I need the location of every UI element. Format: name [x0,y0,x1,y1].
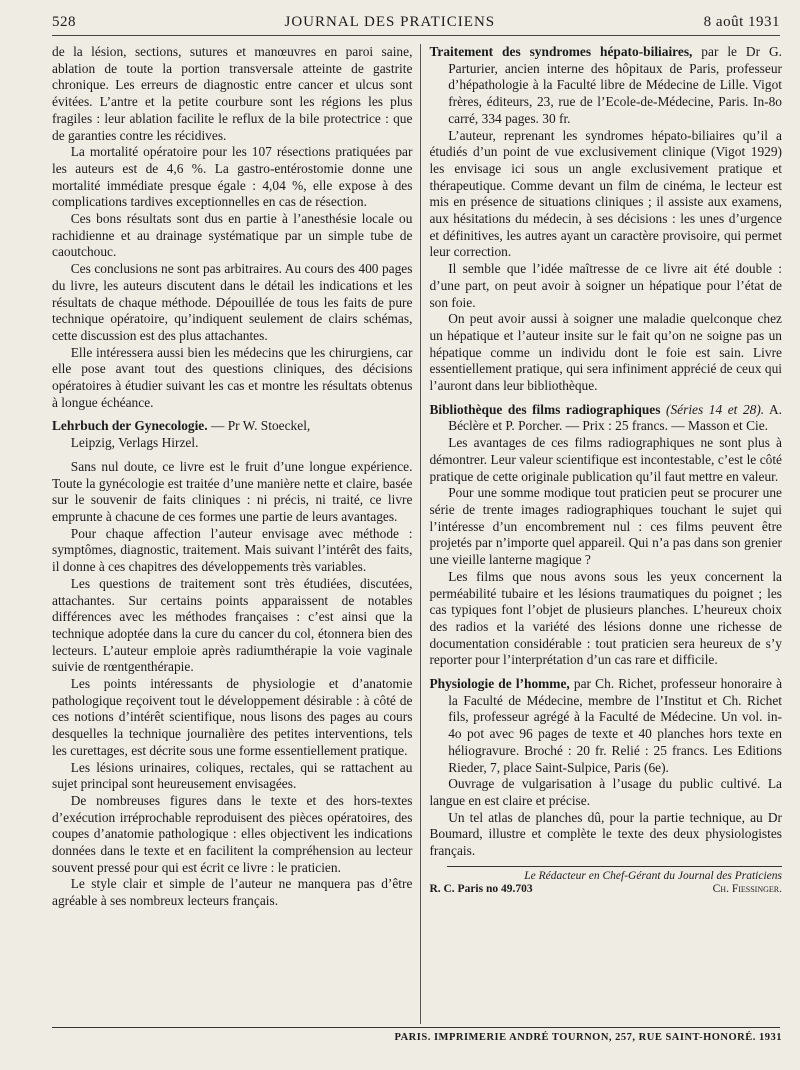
paragraph: Un tel atlas de planches dû, pour la partie technique, au Dr Boumard, illustre et complète le texte des deux physiologistes français. [429,809,782,859]
registry-number: R. C. Paris no 49.703 [429,882,533,895]
paragraph: Ces bons résultats sont dus en partie à l’anesthésie locale ou rachidienne et au drainage systématique par un simple tube de caoutchouc. [52,211,413,260]
page-header [52,14,780,36]
review-reference: par le Dr G. Parturier, ancien interne des hôpitaux de Paris, professeur d’hépathologie à la Faculté libre de Médecine de Lille. Vigot frères, éditeurs, 23, rue de l’Ecole-de-Médecine, Paris. In-8o carré, 334 pages. 30 fr. [448,44,782,126]
printer-divider [52,1027,780,1028]
review-series: (Séries 14 et 28). [660,401,765,417]
review-heading [429,44,782,128]
paragraph: De nombreuses figures dans le texte et des hors-textes d’exécution irréprochable reproduisent des pièces opératoires, des coupes d’anatomie pathologique : elles objectivent les indications données dans le texte et en facilitent la compréhension au lecteur souvent pressé pour qui est écrit ce livre : le praticien. [52,792,413,875]
review-title: Physiologie de l’homme, [429,676,570,692]
review-publisher: Leipzig, Verlags Hirzel. [70,435,199,451]
issue-date: 8 août 1931 [703,14,780,30]
page-number: 528 [52,14,76,30]
review-title: Traitement des syndromes hépato-biliaires, [429,44,693,59]
paragraph: On peut avoir aussi à soigner une maladie quelconque chez un hépatique et l’auteur insite sur le fait qu’on ne soigne pas un hépatique comme un individu dont le foie est sain. Livre essentiellement pratique, qui sera infiniment apprécié de ceux qui l’auront dans leur bibliothèque. [429,311,782,394]
paragraph: Ouvrage de vulgarisation à l’usage du public cultivé. La langue en est claire et précise. [429,776,782,808]
paragraph: Les avantages de ces films radiographiques ne sont plus à démontrer. Leur valeur scientifique est incontestable, c’est le côté pratique de cette originale publication qu’il faut mettre en valeur. [429,435,782,484]
footer-divider [447,866,782,867]
paragraph: Pour chaque affection l’auteur envisage avec méthode : symptômes, diagnostic, traitement. Mais suivant l’intérêt des faits, il donne à ces chapitres des développements très variables. [52,525,413,575]
review-reference: A. Béclère et P. Porcher. — Prix : 25 francs. — Masson et Cie. [448,401,782,434]
review-title: Lehrbuch der Gynecologie. [52,418,208,434]
paragraph: de la lésion, sections, sutures et manœuvres en paroi saine, ablation de toute la portion transversale atteinte de gastrite chronique. Les erreurs de diagnostic entre cancer et ulcus sont évitées. L’antre et la petite courbure sont les régions les plus fragiles : leur ablation facilite le reflux de la bile protectrice : que de garanties contre les récidives. [52,44,413,143]
paragraph: Les films que nous avons sous les yeux concernent la perméabilité tubaire et les lésions traumatiques du poignet ; les cas typiques font l’objet de plusieurs planches. L’heureux choix des radios et la variété des lésions donne une richesse de documentation considérable : tout praticien sera heureux de s’y reporter pour l’interprétation d’un cas rare et difficile. [429,568,782,668]
paragraph: Sans nul doute, ce livre est le fruit d’une longue expérience. Toute la gynécologie est traitée d’une manière nette et claire, basée sur le souvenir de faits cliniques : ni précis, ni traité, ce livre emprunte à chacune de ces formes une partie de leurs avantages. [52,458,413,524]
paragraph: Pour une somme modique tout praticien peut se procurer une série de trente images radiographiques touchant le sujet qui l’intéresse d’un encombrement nul : ces films peuvent être projetés par n’importe quel appareil. Qui n’a pas dans son grenier une vieille lanterne magique ? [429,485,782,568]
review-heading [52,418,412,451]
printer-imprint: PARIS. IMPRIMERIE ANDRÉ TOURNON, 257, RUE SAINT-HONORÉ. 1931 [394,1032,782,1043]
paragraph: Ces conclusions ne sont pas arbitraires. Au cours des 400 pages du livre, les auteurs discutent dans le détail les indications et les résultats de chaque méthode. Dépouillée de tous les faits de pure technique opératoire, qu’indiquent seulement de clairs schémas, cette discussion est des plus attachantes. [52,261,413,343]
paragraph: Il semble que l’idée maîtresse de ce livre ait été double : d’une part, on peut avoir à soigner un hépatique pour l’état de son foie. [429,261,782,310]
paragraph: Le style clair et simple de l’auteur ne manquera pas d’être agréable à ses nombreux lecteurs français. [52,876,413,909]
paragraph: Elle intéressera aussi bien les médecins que les chirurgiens, car elle pose avant tout des questions cliniques, des décisions opératoires à étudier suivant les cas et montre les résultats obtenus à longue échéance. [52,344,413,410]
paragraph: Les points intéressants de physiologie et d’anatomie pathologique reçoivent tout le développement désirable : à côté de ces notions d’intérêt scientifique, nous lisons des pages au cours desquelles la technique journalière des petites interventions, tels les curettages, est décrite sous une forme essentiellement pratique. [52,676,413,758]
editor-footer [429,870,782,896]
right-column [420,44,782,1024]
editor-name: Ch. Fiessinger. [712,882,782,895]
paragraph: L’auteur, reprenant les syndromes hépato-biliaires qu’il a étudiés d’un point de vue exclusivement clinique (Vigot 1929) les envisage ici sous un angle exclusivement pratique et thérapeutique. Comme devant un film de cinéma, le lecteur est mis en présence de situations cliniques ; il assiste aux examens, aux hésitations du médecin, à ses décisions : les unes d’urgence et définitives, les autres ayant un caractère provisoire, qui permet leur correction. [429,127,782,260]
review-heading [429,402,782,435]
left-column [52,44,420,1024]
paragraph: Les questions de traitement sont très étudiées, discutées, attachantes. Sur certains points apparaissent de notables différences avec les méthodes françaises : c’est ainsi que la technique adoptée dans la cure du cancer du col, étonnera bien des lecteurs. L’auteur emploie après radiumthérapie la voie vaginale suivie de rœntgenthérapie. [52,575,413,675]
two-column-body [52,44,782,1024]
paragraph: La mortalité opératoire pour les 107 résections pratiquées par les auteurs est de 4,6 %. La gastro-entérostomie donne une mortalité immédiate presque égale : 4,04 %, elle expose à des complications tardives exceptionnelles en cas de résection. [52,144,413,210]
review-title: Bibliothèque des films radiographiques [429,401,661,417]
paragraph: Les lésions urinaires, coliques, rectales, qui se rattachent au sujet principal sont heureusement envisagées. [52,759,413,792]
review-heading [429,676,782,776]
editor-line: Le Rédacteur en Chef-Gérant du Journal des Praticiens [524,869,782,882]
review-author: — Pr W. Stoeckel, [207,418,311,434]
journal-title: JOURNAL DES PRATICIENS [284,14,496,30]
review-reference: par Ch. Richet, professeur honoraire à la Faculté de Médecine, membre de l’Institut et Ch. Richet fils, professeur agrégé à la Faculté de Médecine. Un vol. in-4o pot avec 96 pages de texte et 40 planches hors texte en héliogravure. Broché : 20 fr. Relié : 25 francs. Les Editions Rieder, 7, place Saint-Sulpice, Paris (6e). [448,676,783,775]
